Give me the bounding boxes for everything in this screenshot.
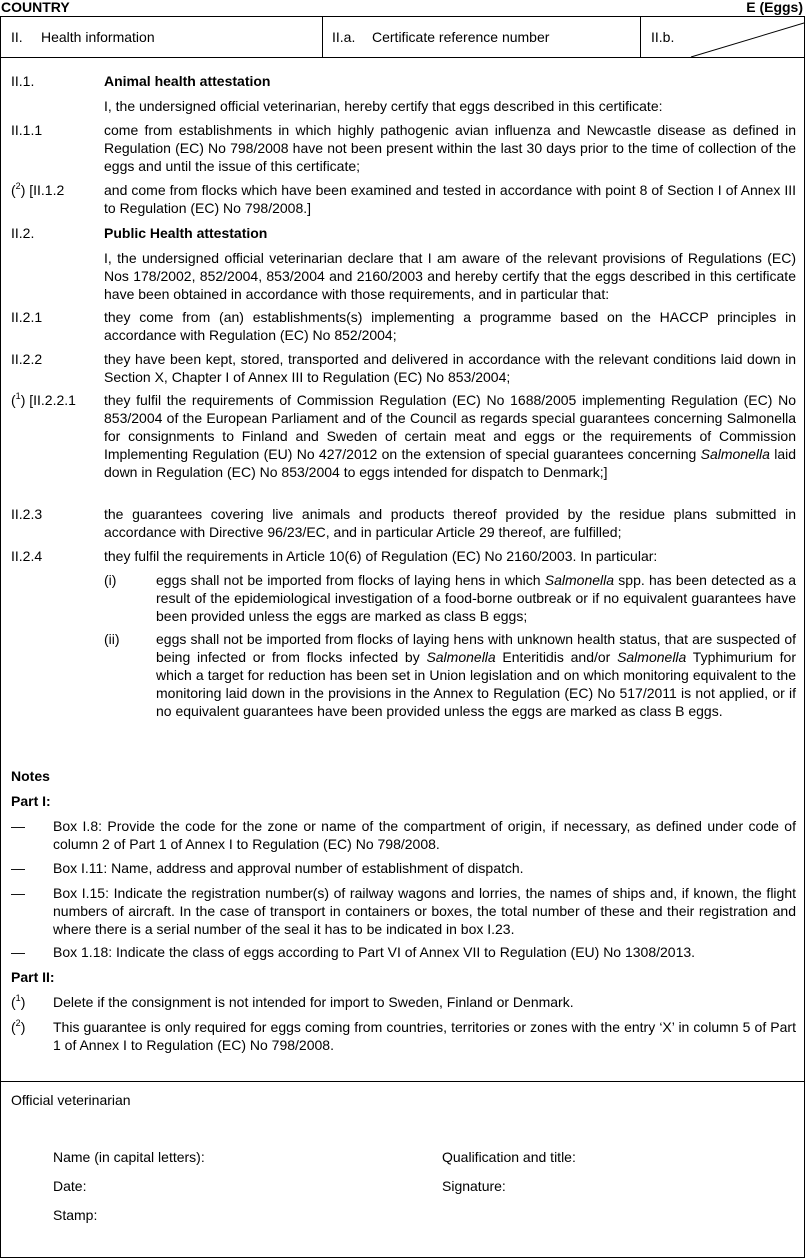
dash-bullet: —	[11, 885, 25, 901]
dash-bullet: —	[11, 860, 25, 876]
header-table	[0, 16, 805, 58]
stamp-field-label[interactable]: Stamp:	[53, 1207, 98, 1223]
reference-title: Certificate reference number	[372, 29, 550, 45]
section-heading: Animal health attestation	[104, 73, 271, 89]
top-bar	[0, 0, 805, 16]
clause-text: they have been kept, stored, transported and delivered in accordance with the relevant conditions laid down in Section X, Chapter I of Annex III to Regulation (EC) No 853/2004;	[104, 351, 796, 385]
subclause-label: (ii)	[104, 631, 120, 647]
clause-label: II.2.1	[11, 309, 43, 325]
iib-label: II.b.	[651, 29, 675, 45]
clause-label: II.2.2	[11, 351, 43, 367]
signature-block	[0, 1081, 805, 1258]
section-heading: Public Health attestation	[104, 225, 268, 241]
reference-number-label: II.a.	[332, 29, 356, 45]
certificate-reference-cell[interactable]	[322, 17, 641, 57]
clause-text: the guarantees covering live animals and products thereof provided by the residue plans submitted in accordance with Directive 96/23/EC, and in particular Article 29 thereof, are fulfilled;	[104, 506, 796, 540]
footnote-marker: ($^1$)	[11, 993, 26, 1010]
country-label: COUNTRY	[1, 0, 70, 15]
intro-text: I, the undersigned official veterinarian, hereby certify that eggs described in this certificate:	[104, 98, 663, 114]
signature-title: Official veterinarian	[11, 1092, 131, 1108]
dash-bullet: —	[11, 818, 25, 834]
iib-cell	[641, 17, 804, 57]
qualification-field-label[interactable]: Qualification and title:	[442, 1149, 576, 1165]
note-text: Box 1.18: Indicate the class of eggs according to Part VI of Annex VII to Regulation (EU) No 1308/2013.	[53, 944, 696, 960]
section-label: II.2.	[11, 225, 35, 241]
part-heading: Part II:	[11, 969, 55, 985]
clause-label: II.2.4	[11, 548, 43, 564]
section-label: II.1.	[11, 73, 35, 89]
note-text: Box I.11: Name, address and approval number of establishment of dispatch.	[53, 860, 524, 876]
clause-label: II.1.1	[11, 122, 43, 138]
footnote-text: This guarantee is only required for eggs coming from countries, territories or zones with the entry ‘X’ in column 5 of Part 1 of Annex I to Regulation (EC) No 798/2008.	[53, 1019, 796, 1053]
note-text: Box I.15: Indicate the registration number(s) of railway wagons and lorries, the names of ships and, if known, the flight numbers of aircraft. In the case of transport in containers or boxes, the total number of these and their registration and where there is a serial number of the seal it has to be indicated in box I.23.	[53, 885, 796, 937]
notes-title: Notes	[11, 768, 50, 784]
signature-field-label[interactable]: Signature:	[442, 1178, 506, 1194]
certificate-type: E (Eggs)	[746, 0, 803, 15]
clause-text: come from establishments in which highly pathogenic avian influenza and Newcastle disease as defined in Regulation (EC) No 798/2008 have not been present within the last 30 days prior to the time of collection of the eggs and until the issue of this certificate;	[104, 122, 796, 174]
date-field-label[interactable]: Date:	[53, 1178, 87, 1194]
footnote-text: Delete if the consignment is not intended for import to Sweden, Finland or Denmark.	[53, 994, 574, 1010]
clause-text: they fulfil the requirements in Article 10(6) of Regulation (EC) No 2160/2003. In particular:	[104, 548, 658, 564]
clause-text: they come from (an) establishments(s) implementing a programme based on the HACCP principles in accordance with Regulation (EC) No 852/2004;	[104, 309, 796, 343]
section-title: Health information	[41, 29, 155, 45]
clause-text: they fulfil the requirements of Commission Regulation (EC) No 1688/2005 implementing Regulation (EC) No 853/2004 of the European Parliament and of the Council as regards special guarantees concerning Salmonella for consignments to Finland and Sweden of certain meat and eggs or the requirements of Commission Implementing Regulation (EU) No 427/2012 on the extension of special guarantees concerning Salmonella laid down in Regulation (EC) No 853/2004 to eggs intended for dispatch to Denmark;]	[104, 392, 797, 480]
part-heading: Part I:	[11, 793, 51, 809]
name-field-label[interactable]: Name (in capital letters):	[53, 1149, 205, 1165]
clause-text: and come from flocks which have been examined and tested in accordance with point 8 of Section I of Annex III to Regulation (EC) No 798/2008.]	[104, 182, 796, 216]
intro-text: I, the undersigned official veterinarian declare that I am aware of the relevant provisions of Regulations (EC) Nos 178/2002, 852/2004, 853/2004 and 2160/2003 and hereby certify that the eggs described in this certificate have been obtained in accordance with those requirements, and in particular that:	[104, 250, 796, 302]
clause-label: ($^2$) [II.1.2	[11, 181, 65, 198]
note-text: Box I.8: Provide the code for the zone or name of the compartment of origin, if necessary, as defined under code of column 2 of Part 1 of Annex I to Regulation (EC) No 798/2008.	[53, 818, 796, 852]
clause-label: ($^1$) [II.2.2.1	[11, 391, 76, 408]
section-number: II.	[11, 29, 23, 45]
dash-bullet: —	[11, 944, 25, 960]
subclause-label: (i)	[104, 572, 117, 588]
subclause-text: eggs shall not be imported from flocks of laying hens with unknown health status, that are suspected of being infected or from flocks infected by Salmonella Enteritidis and/or Salmonella Typhimurium for which a target for reduction has been set in Union legislation and on which monitoring equivalent to the monitoring laid down in the provisions in the Annex to Regulation (EC) No 517/2011 is not applied, or if no equivalent guarantees have been provided unless the eggs are marked as class B eggs.	[156, 631, 796, 719]
health-info-cell	[1, 17, 323, 57]
clause-label: II.2.3	[11, 506, 43, 522]
footnote-marker: ($^2$)	[11, 1018, 26, 1035]
subclause-text: eggs shall not be imported from flocks of laying hens in which Salmonella spp. has been detected as a result of the epidemiological investigation of a food-borne outbreak or if no equivalent guarantees have been provided unless the eggs are marked as class B eggs;	[156, 572, 796, 624]
attestation-body	[0, 56, 805, 1082]
